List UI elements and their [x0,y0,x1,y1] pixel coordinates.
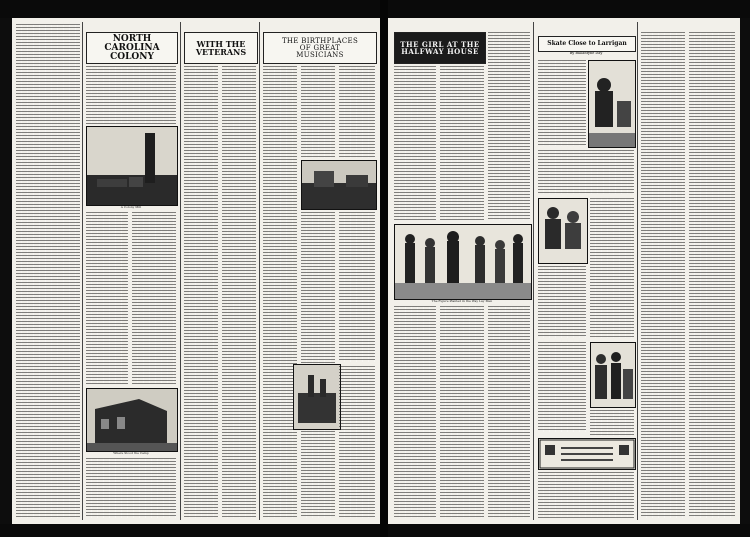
halfway-house-illustration-image [395,225,531,299]
right-col-a [641,32,685,518]
scan-border-bottom [0,524,750,537]
musicians-col-c-top [339,66,375,158]
halfway-col-b [440,306,484,518]
halfway-illustration-caption: The Figure Planted in the Way Lay Men [431,299,493,303]
skate-illustration-3 [590,342,636,408]
musicians-col-a [263,66,297,518]
musicians-photo-1 [301,160,377,210]
musicians-col-c [339,212,375,362]
musicians-photo-2-image [294,365,340,429]
building-photo [86,388,178,452]
halfway-col-a-top [394,66,436,220]
skate-text-mid [538,150,634,194]
north-carolina-bottom-text [86,458,176,518]
right-col-b [689,32,735,518]
halfway-house-headline: THE GIRL AT THE HALFWAY HOUSE [394,32,486,64]
skate-illustration-3-image [591,343,635,407]
musicians-col-c-bottom [339,366,375,518]
ornamental-box-image [539,439,635,469]
skate-illustration-2-image [539,199,587,263]
mill-photo-image [87,127,177,205]
skate-col-a-lower [538,342,586,432]
musicians-photo-1-image [302,161,376,209]
halfway-col-b-top [440,66,484,220]
mill-photo [86,126,178,206]
musicians-headline: THE BIRTHPLACES OF GREAT MUSICIANS [263,32,377,64]
skate-col-a [538,266,586,338]
halfway-house-illustration [394,224,532,300]
halfway-col-a [394,306,436,518]
veterans-col-a [184,66,218,518]
skate-col-b [590,198,634,338]
skate-headline: Skate Close to Larrigan [538,36,636,52]
left-page [12,18,380,524]
page-gutter [380,0,388,537]
musicians-photo-2 [293,364,341,430]
north-carolina-text [86,66,176,124]
building-photo-image [87,389,177,451]
mill-photo-caption: A Colony Mill [120,205,142,209]
north-carolina-headline: NORTH CAROLINA COLONY [86,32,178,64]
skate-col-a-top [538,60,586,146]
musicians-col-b-top [301,66,335,158]
halfway-col-c [488,306,530,518]
skate-bottom-text [538,472,634,518]
skate-byline: By Ballantyne Day [569,51,603,55]
building-photo-caption: Where Stood the Camp [113,451,149,455]
veterans-headline: WITH THE VETERANS [184,32,258,64]
skate-illustration-1 [588,60,636,148]
scan-border-top [0,0,750,18]
skate-illustration-1-image [589,61,635,147]
halfway-col-c-top [488,32,530,220]
ornamental-box [538,438,636,470]
skate-illustration-2 [538,198,588,264]
veterans-col-b [222,66,256,518]
right-page [388,18,740,524]
north-carolina-col-b [132,212,176,384]
north-carolina-col-a [86,212,128,384]
left-col-1 [16,24,80,518]
skate-col-b-lower [590,410,634,436]
